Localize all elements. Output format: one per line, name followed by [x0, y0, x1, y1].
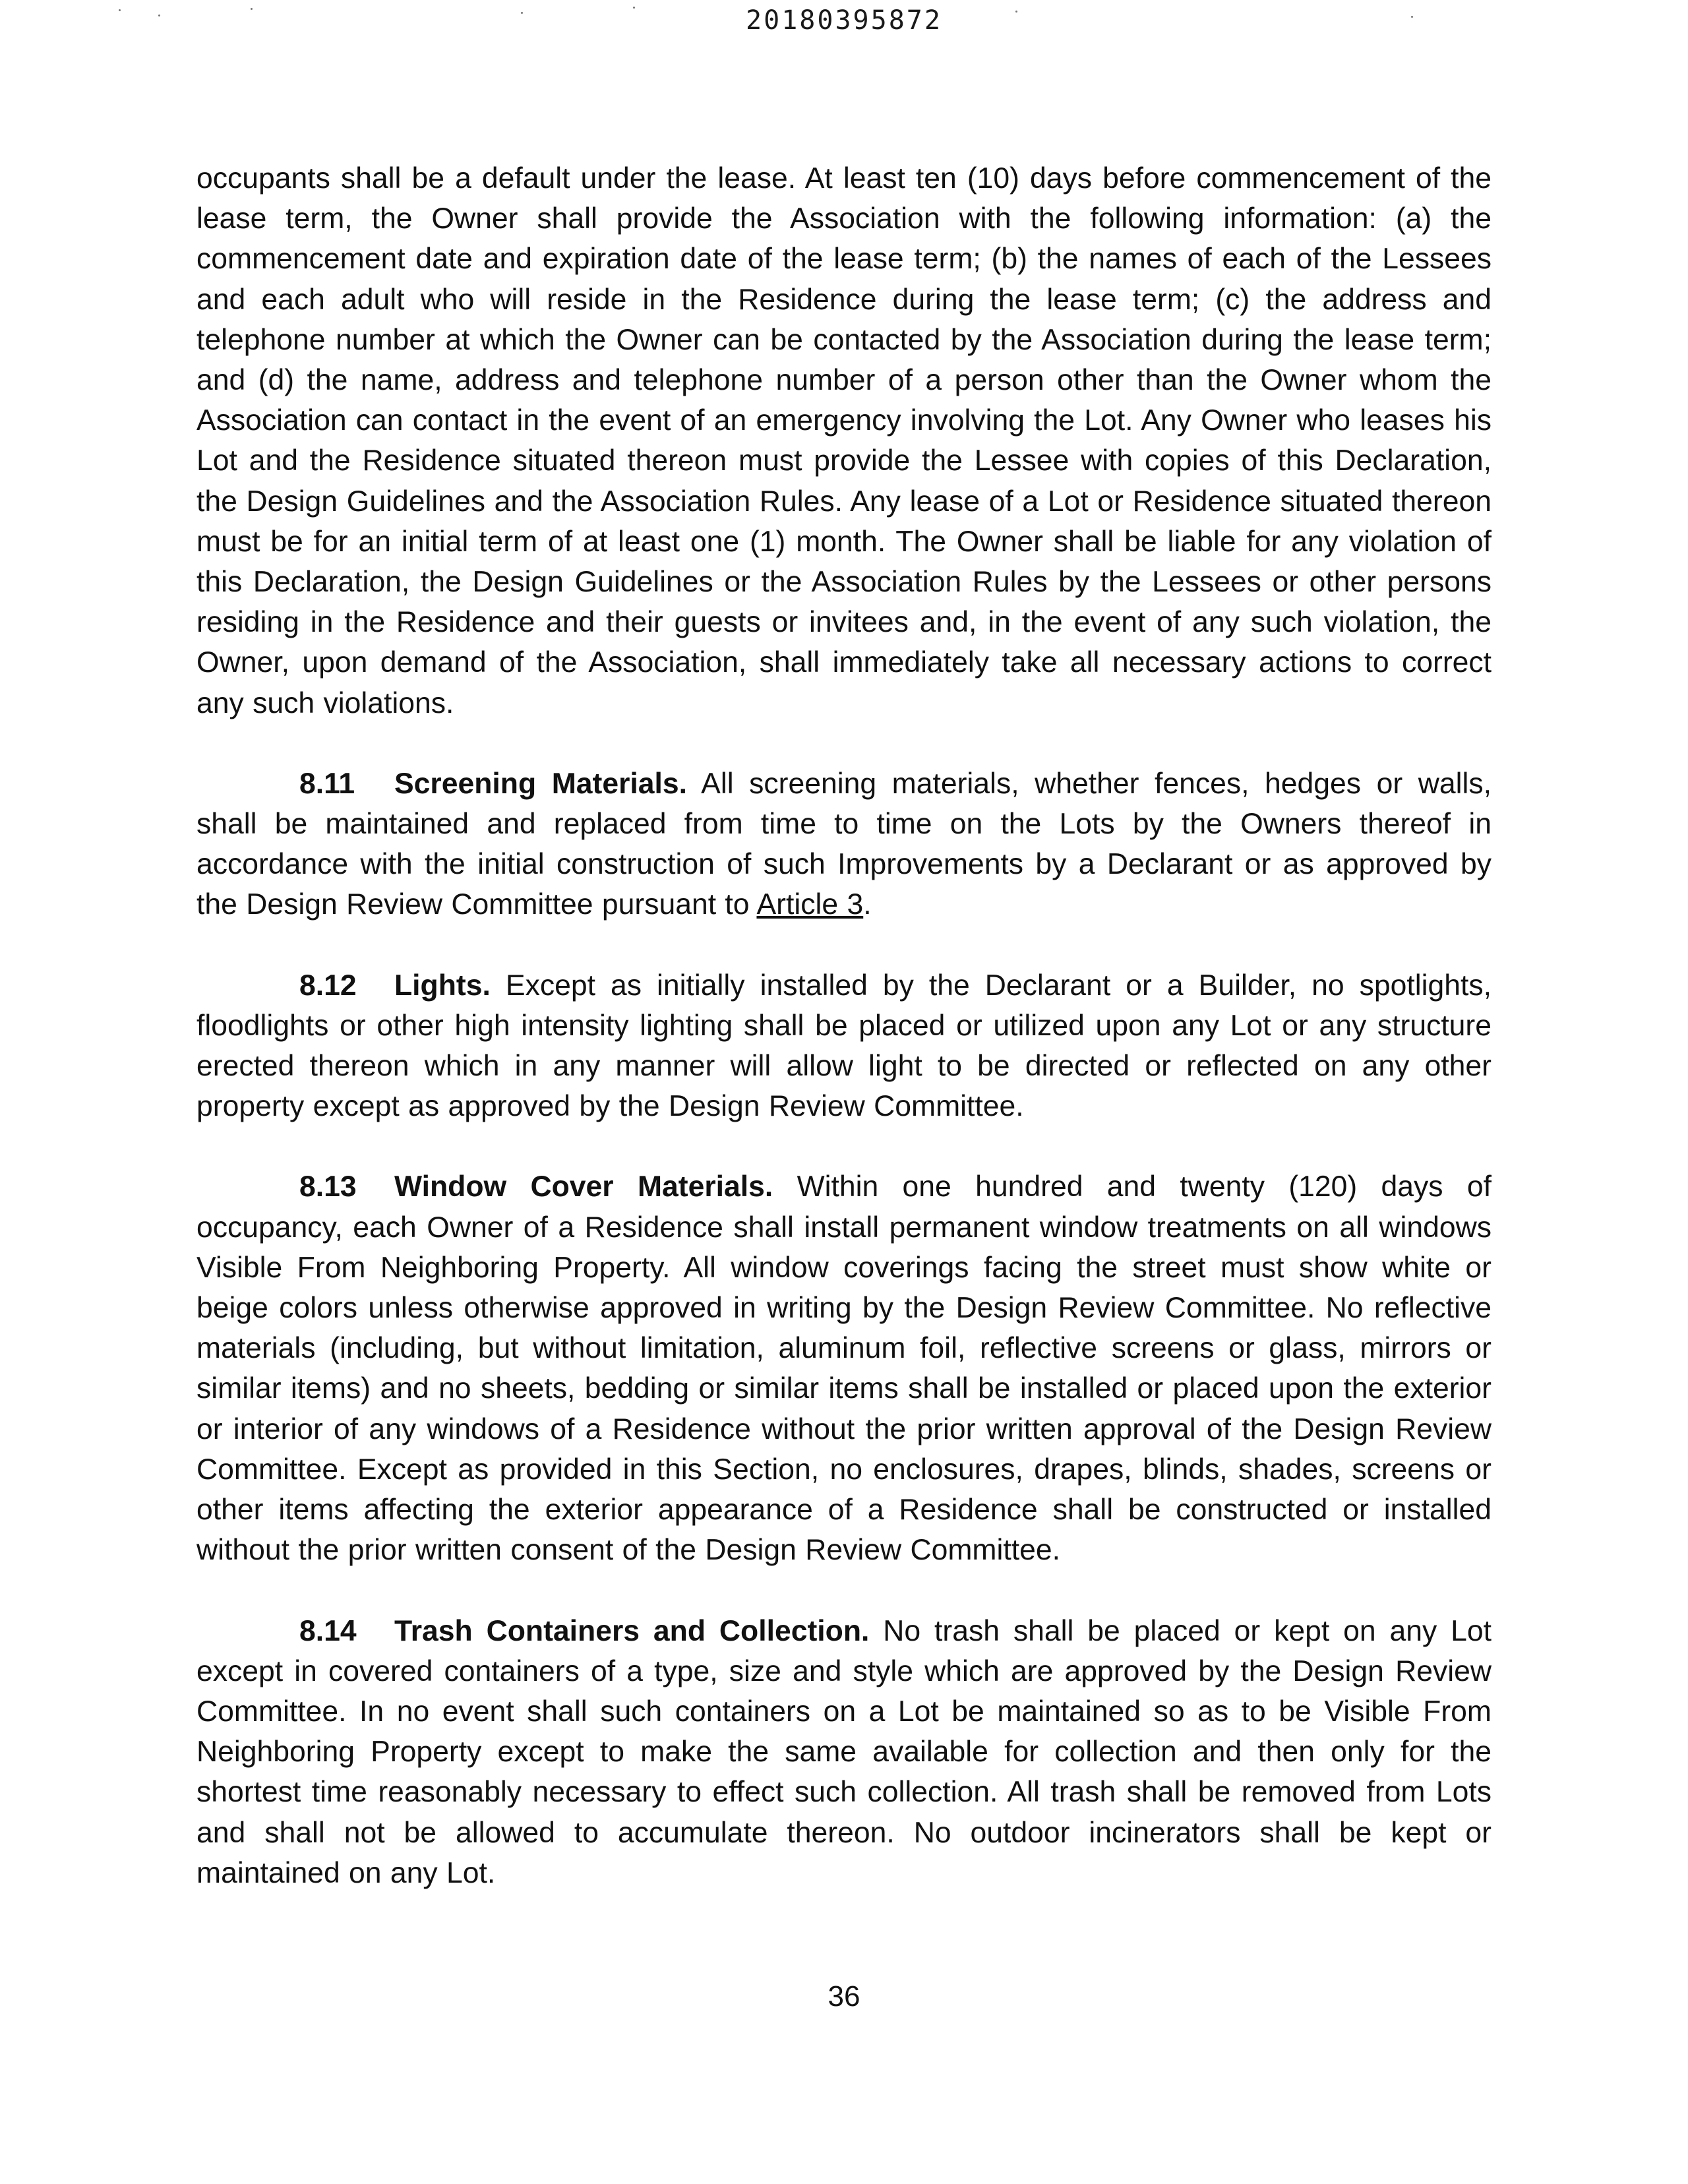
section-text: Except as initially installed by the Declarant or a Builder, no spotlights, floodlights or other high intensity lighting shall be placed or utilized upon any Lot or any structure erected thereon which in any manner will allow light to be directed or reflected on any other property except as approved by the Design Review Committee. — [196, 969, 1492, 1123]
section-8-12 — [196, 965, 1492, 1127]
section-text: No trash shall be placed or kept on any Lot except in covered containers of a type, size and style which are approved by the Design Review Committee. In no event shall such containers on a Lot be maintained so as to be Visible From Neighboring Property except to make the same available for collection and then only for the shortest time reasonably necessary to effect such collection. All trash shall be removed from Lots and shall not be allowed to accumulate thereon. No outdoor incinerators shall be kept or maintained on any Lot. — [196, 1614, 1492, 1889]
section-title: Trash Containers and Collection. — [394, 1614, 870, 1647]
section-title: Window Cover Materials. — [394, 1170, 773, 1203]
page-number: 36 — [828, 1980, 860, 2013]
section-text-end: . — [863, 888, 872, 921]
section-title: Lights. — [394, 969, 491, 1002]
section-number: 8.11 — [299, 767, 355, 800]
section-text: Within one hundred and twenty (120) days of occupancy, each Owner of a Residence shall install permanent window treatments on all windows Visible From Neighboring Property. All window coverings facing the street must show white or beige colors unless otherwise approved in writing by the Design Review Committee. No reflective materials (including, but without limitation, aluminum foil, reflective screens or glass, mirrors or similar items) and no sheets, bedding or similar items shall be installed or placed upon the exterior or interior of any windows of a Residence without the prior written approval of the Design Review Committee. Except as provided in this Section, no enclosures, drapes, blinds, shades, screens or other items affecting the exterior appearance of a Residence shall be constructed or installed without the prior written consent of the Design Review Committee. — [196, 1170, 1492, 1567]
section-text: All screening materials, whether fences, hedges or walls, shall be maintained and replaced from time to time on the Lots by the Owners thereof in accordance with the initial construction of such Improvements by a Declarant or as approved by the Design Review Committee pursuant to — [196, 767, 1492, 921]
article-3-reference: Article 3 — [756, 888, 864, 921]
section-title: Screening Materials. — [394, 767, 688, 800]
section-8-13 — [196, 1167, 1492, 1570]
document-body — [196, 158, 1492, 1933]
section-8-14 — [196, 1611, 1492, 1893]
intro-paragraph: occupants shall be a default under the lease. At least ten (10) days before commencement of the lease term, the Owner shall provide the Association with the following information: (a) the commencement date and expiration date of the lease term; (b) the names of each of the Lessees and each adult who will reside in the Residence during the lease term; (c) the address and telephone number at which the Owner can be contacted by the Association during the lease term; and (d) the name, address and telephone number of a person other than the Owner whom the Association can contact in the event of an emergency involving the Lot. Any Owner who leases his Lot and the Residence situated thereon must provide the Lessee with copies of this Declaration, the Design Guidelines and the Association Rules. Any lease of a Lot or Residence situated thereon must be for an initial term of at least one (1) month. The Owner shall be liable for any violation of this Declaration, the Design Guidelines or the Association Rules by the Lessees or other persons residing in the Residence and their guests or invitees and, in the event of any such violation, the Owner, upon demand of the Association, shall immediately take all necessary actions to correct any such violations. — [196, 162, 1492, 719]
section-8-11 — [196, 764, 1492, 925]
document-number: 20180395872 — [746, 5, 942, 36]
section-number: 8.12 — [299, 969, 357, 1002]
section-number: 8.14 — [299, 1614, 357, 1647]
section-number: 8.13 — [299, 1170, 357, 1203]
